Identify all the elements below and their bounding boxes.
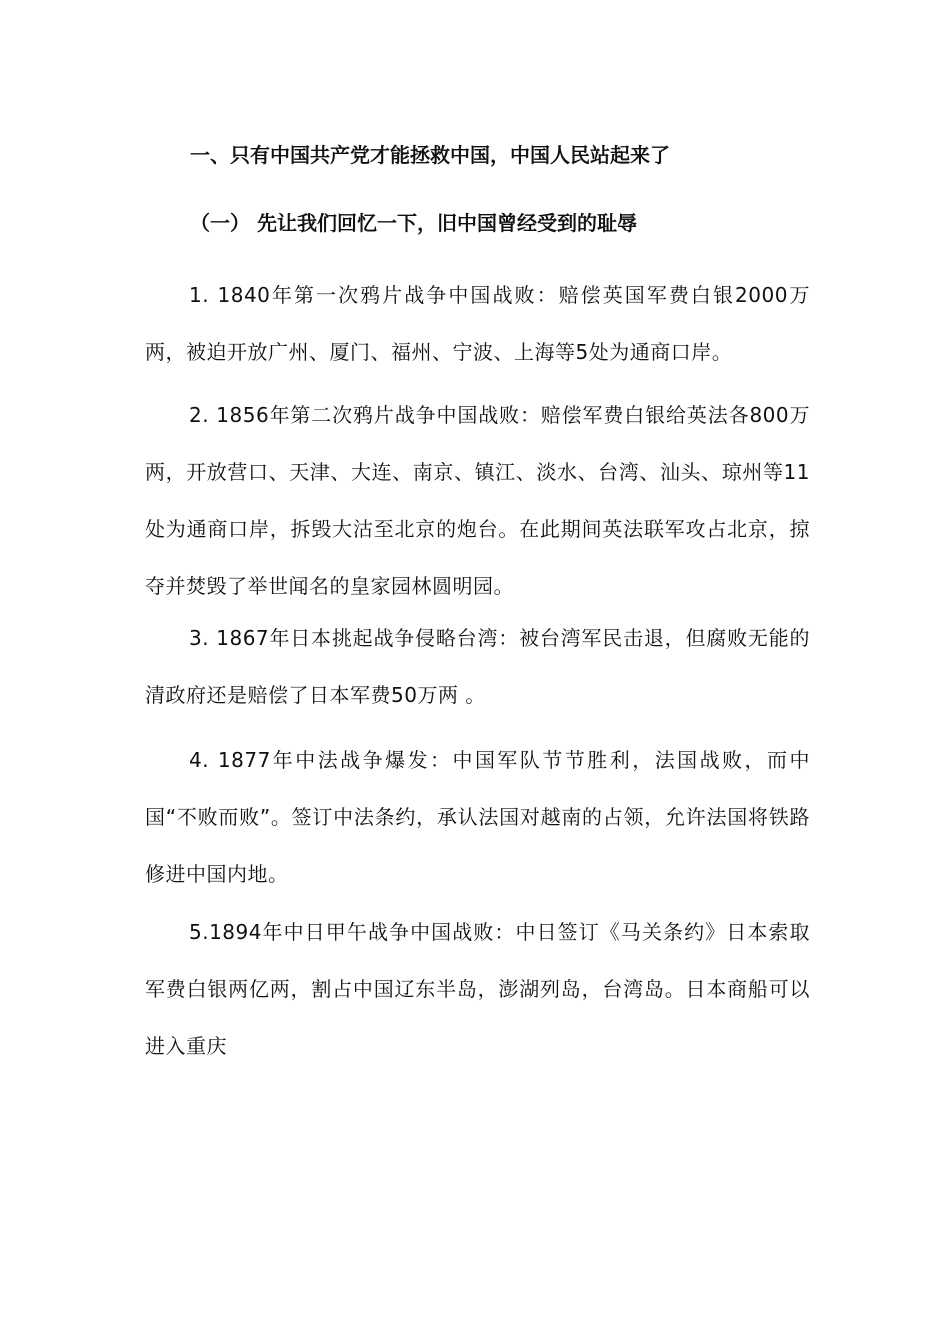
paragraph-2: 2. 1856年第二次鸦片战争中国战败：赔偿军费白银给英法各800万两，开放营口、天津、大连、南京、镇江、淡水、台湾、汕头、琼州等11处为通商口岸，拆毁大沽至北京的炮台。在此期间英法联军攻占北京，掠夺并焚毁了举世闻名的皇家园林圆明园。 <box>145 403 810 598</box>
section-heading: 一、只有中国共产党才能拯救中国，中国人民站起来了 <box>190 143 670 167</box>
paragraph-3: 3. 1867年日本挑起战争侵略台湾：被台湾军民击退，但腐败无能的清政府还是赔偿了日本军费50万两 。 <box>145 626 810 707</box>
paragraph-5: 5.1894年中日甲午战争中国战败：中日签订《马关条约》日本索取军费白银两亿两，割占中国辽东半岛，澎湖列岛，台湾岛。日本商船可以进入重庆 <box>145 920 810 1058</box>
subsection-heading: （一） 先让我们回忆一下，旧中国曾经受到的耻辱 <box>190 211 637 235</box>
paragraph-1: 1. 1840年第一次鸦片战争中国战败：赔偿英国军费白银2000万两，被迫开放广州、厦门、福州、宁波、上海等5处为通商口岸。 <box>145 283 810 364</box>
paragraph-4: 4. 1877年中法战争爆发：中国军队节节胜利，法国战败，而中国“不败而败”。签订中法条约，承认法国对越南的占领，允许法国将铁路修进中国内地。 <box>145 748 810 886</box>
